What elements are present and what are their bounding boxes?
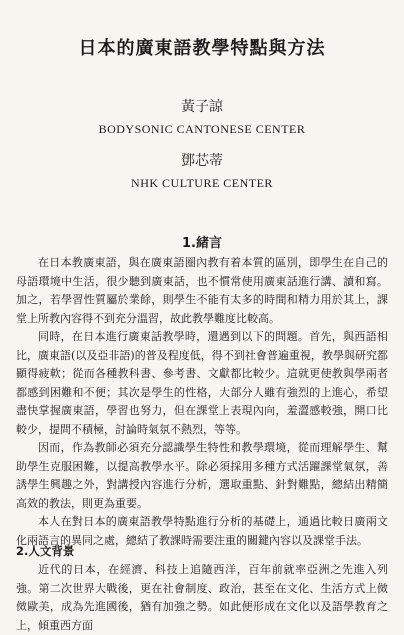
section-heading-introduction: 1.緒言 <box>182 236 222 251</box>
author-affiliation: NHK CULTURE CENTER <box>131 176 273 190</box>
paragraph: 因而，作為教師必須充分認識學生特性和教學環境，從而理解學生、幫助學生克服困難，以提高教學水平。除必須採用多種方式活躍課堂氣氛，善誘學生興趣之外，對講授內容進行分析，選取重點、針對難點，總結出精簡高效的教法，則更為重要。 <box>16 441 388 510</box>
paragraph: 本人在對日本的廣東語教學特點進行分析的基礎上，通過比較日廣兩文化兩語言的異同之處，總結了教課時需要注重的關鍵內容以及課堂手法。 <box>16 515 388 547</box>
section-body-introduction <box>16 254 388 550</box>
paper-title: 日本的廣東語教學特點與方法 <box>78 38 326 59</box>
paragraph: 在日本教廣東語，與在廣東語圈內教有着本質的區別，即學生在自己的母語環境中生活，很少聽到廣東話，也不慣常使用廣東話進行講、讀和寫。加之，若學習性質屬於業餘，則學生不能有太多的時間和精力用於其上，課堂上所教內容得不到充分溫習，故此教學難度比較高。 <box>16 256 388 325</box>
author-name: 黃子諒 <box>181 99 223 115</box>
author-block-2 <box>0 150 404 191</box>
section-heading-background: 2.人文背景 <box>16 544 75 558</box>
paragraph: 同時，在日本進行廣東話教學時，還遇到以下的問題。首先，與西語相比，廣東語(以及亞非語)的普及程度低，得不到社會普遍重視，教學與研究都顯得疲軟；從而各種教科書、參考書、文獻都比較少。這就更使教與學兩者都感到困難和不便；其次是學生的性格，大部分人雖有強烈的上進心，希望盡快掌握廣東語，學習也努力，但在課堂上表現內向，羞澀感較強，開口比較少，提問不積極，討論時氣氛不熱烈，等等。 <box>16 330 388 436</box>
author-affiliation: BODYSONIC CANTONESE CENTER <box>98 122 306 136</box>
author-block-1 <box>0 96 404 137</box>
paragraph: 近代的日本，在經濟、科技上追隨西洋，百年前就率亞洲之先進入列強。第二次世界大戰後，更在社會制度、政治，甚至在文化、生活方式上傚傚歐美，成為先進國後，猶有加強之勢。如此便形成在文化以及語學教育之上，傾重西方面 <box>16 563 388 632</box>
author-name: 鄧芯蒂 <box>181 153 223 169</box>
